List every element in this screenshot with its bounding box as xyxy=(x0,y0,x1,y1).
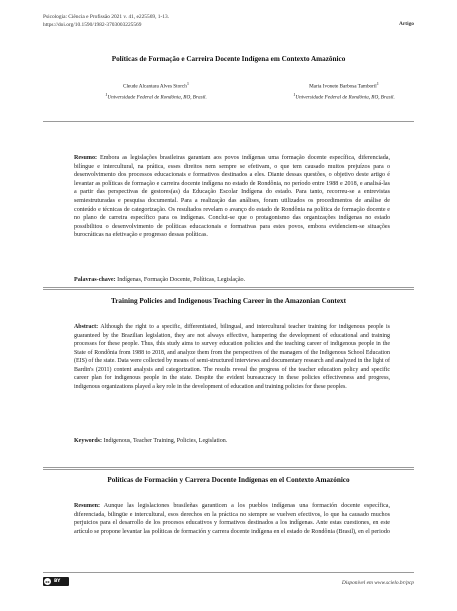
footer-divider xyxy=(43,572,414,573)
attribution-icon: BY xyxy=(54,579,61,584)
author-2 xyxy=(249,80,439,102)
abstract-es-text: Aunque las legislaciones brasileñas garanticen a los pueblos indígenas una formación docente específica, diferenciada, bilingüe e intercultural, esos derechos en la práctica no siempre se vuelven efectivos, lo que ha causado muchos perjuicios para el desarrollo de los procesos educativos y formativos destinados a los indígenas. Ante estas cuestiones, en este artículo se propone levantar las políticas de formación y carrera docente indígena en el estado de Rondônia (Brasil), en el periodo xyxy=(74,503,391,535)
availability-link[interactable]: Disponível em www.scielo.br/pcp xyxy=(341,580,414,586)
abstract-english xyxy=(74,323,390,391)
abstract-es-label: Resumen: xyxy=(74,503,101,509)
divider xyxy=(43,289,414,290)
creative-commons-icon: cc xyxy=(45,579,50,584)
divider xyxy=(43,121,414,122)
keywords-en-text: Indigenous, Teacher Training, Policies, Legislation. xyxy=(103,438,228,444)
abstract-en-label: Abstract: xyxy=(74,324,99,330)
abstract-pt-label: Resumo: xyxy=(74,155,98,161)
article-type-label: Artigo xyxy=(399,21,414,27)
abstract-en-text: Although the right to a specific, differentiated, bilingual, and intercultural teacher training for indigenous people is guaranteed by the Brazilian legislation, they are not always effective, hampering the development of educational and training processes for these people. Thus, this study aims to survey education policies and the teaching career of indigenous people in the State of Rondônia from 1988 to 2018, and analyze them from the perspectives of the managers of the Indigenous School Education (EIS) of the state. Data were collected by means of semi-structured interviews and documentary research and analyzed in the light of Bardin's (2011) content analysis and categorization. The results reveal the progress of the teacher education policy and specific career plan for indigenous people in the state. Despite the evident bureaucracy in these policies effectiveness and progress, indigenous organizations played a key role in the development of education and training policies for these peoples. xyxy=(74,324,390,390)
author-1-affiliation: Universidade Federal de Rondônia, RO, Brasil. xyxy=(107,94,207,101)
author-1-affiliation-sup: 1 xyxy=(105,92,108,98)
keywords-portuguese xyxy=(74,276,390,285)
divider xyxy=(43,287,414,288)
keywords-pt-text: Indígenas, Formação Docente, Políticas, Legislação. xyxy=(117,277,246,283)
abstract-spanish xyxy=(74,502,390,536)
author-2-name: Maria Ivonete Barbosa Tamboril xyxy=(309,83,377,90)
title-spanish: Políticas de Formación y Carrera Docente Indígenas en el Contexto Amazónico xyxy=(107,476,350,484)
title-english: Training Policies and Indigenous Teaching Career in the Amazonian Context xyxy=(110,297,346,305)
divider xyxy=(43,467,414,468)
keywords-en-label: Keywords: xyxy=(74,438,102,444)
journal-header xyxy=(43,14,169,29)
author-1-name: Cleude Alcantara Alves Storch xyxy=(123,83,187,90)
doi-link[interactable]: https://doi.org/10.1590/1982-3703003225569 xyxy=(43,21,142,28)
author-1 xyxy=(61,80,251,102)
author-2-affiliation-sup: 1 xyxy=(293,92,296,98)
divider xyxy=(43,469,414,470)
title-portuguese: Políticas de Formação e Carreira Docente Indígena em Contexto Amazônico xyxy=(111,55,346,63)
cc-by-license-badge[interactable] xyxy=(43,577,69,586)
keywords-english xyxy=(74,437,390,446)
author-2-sup: 1 xyxy=(376,81,379,86)
abstract-pt-text: Embora as legislações brasileiras garantam aos povos indígenas uma formação docente específica, diferenciada, bilíngue e intercultural, na prática, esses direitos nem sempre se efetivam, o que tem causado muitos prejuízos para o desenvolvimento dos processos educacionais e formativos destinados a eles. Diante dessas questões, o objetivo deste artigo é levantar as políticas de formação e carreira docente indígena no estado de Rondônia, no período entre 1988 e 2018, e analisá-las a partir das perspectivas de gestores(as) da Educação Escolar Indígena do estado. Para tanto, recorreu-se a entrevistas semiestruturadas e pesquisa documental. Para a realização das análises, foram utilizados os procedimentos de análise de conteúdo e técnicas de categorização. Os resultados revelam o avanço do estado de Rondônia na política de formação docente e no plano de carreira específico para os indígenas. Conclui-se que o protagonismo das organizações indígenas no estado possibilitou o desenvolvimento de políticas educacionais e formativas para estes povos, embora evidenciem-se situações burocráticas na efetivação e progresso dessas políticas. xyxy=(74,155,390,239)
journal-citation: Psicologia: Ciência e Profissão 2021 v. 41, e225569, 1-13. xyxy=(43,14,170,20)
keywords-pt-label: Palavras-chave: xyxy=(74,277,116,283)
author-2-affiliation: Universidade Federal de Rondônia, RO, Brasil. xyxy=(295,94,395,101)
authors-block xyxy=(43,80,414,104)
author-1-sup: 1 xyxy=(186,81,189,86)
abstract-portuguese xyxy=(74,154,390,240)
